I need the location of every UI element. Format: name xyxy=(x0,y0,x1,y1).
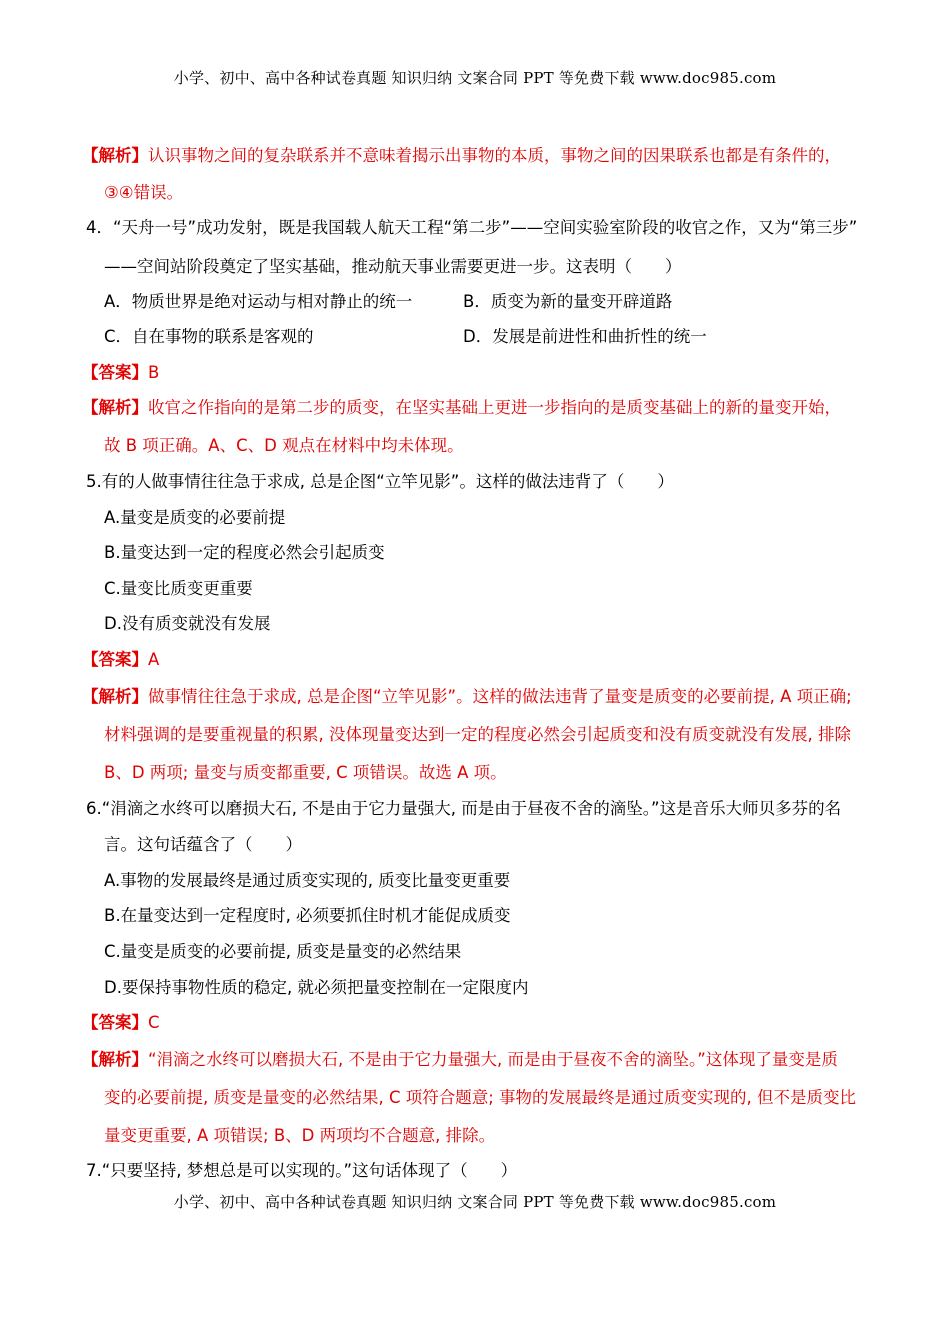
q5-option-c: C.量变比质变更重要 xyxy=(104,579,253,598)
q4-analysis-line-2: 故 B 项正确。A、C、D 观点在材料中均未体现。 xyxy=(104,436,464,455)
q5-analysis-line-1: 【解析】做事情往往急于求成, 总是企图“立竿见影”。这样的做法违背了量变是质变的必要前提, A 项正确; xyxy=(82,687,852,706)
answer-label: 【答案】 xyxy=(82,363,148,382)
q5-option-a: A.量变是质变的必要前提 xyxy=(104,508,286,527)
q4-option-c: C．自在事物的联系是客观的 xyxy=(104,327,314,346)
q6-analysis-line-1: 【解析】“涓滴之水终可以磨损大石, 不是由于它力量强大, 而是由于昼夜不舍的滴坠。”这体现了量变是质 xyxy=(82,1050,838,1069)
q4-option-d: D．发展是前进性和曲折性的统一 xyxy=(463,327,707,346)
q6-analysis-line-3: 量变更重要, A 项错误; B、D 两项均不合题意, 排除。 xyxy=(104,1126,496,1145)
q6-stem-line-1: 6.“涓滴之水终可以磨损大石, 不是由于它力量强大, 而是由于昼夜不舍的滴坠。”这是音乐大师贝多芬的名 xyxy=(86,799,842,818)
q4-answer-value: B xyxy=(148,363,160,382)
q7-stem: 7.“只要坚持, 梦想总是可以实现的。”这句话体现了（ ） xyxy=(86,1161,518,1180)
analysis-label: 【解析】 xyxy=(82,687,148,706)
q3-analysis-line-2: ③④错误。 xyxy=(104,183,184,202)
q5-answer xyxy=(82,650,159,670)
q5-option-b: B.量变达到一定的程度必然会引起质变 xyxy=(104,543,385,562)
q5-analysis-line-3: B、D 两项; 量变与质变都重要, C 项错误。故选 A 项。 xyxy=(104,763,507,782)
answer-label: 【答案】 xyxy=(82,1013,148,1032)
q4-analysis-line-1: 【解析】收官之作指向的是第二步的质变，在坚实基础上更进一步指向的是质变基础上的新的量变开始， xyxy=(82,398,841,417)
q6-answer xyxy=(82,1013,160,1033)
page-footer: 小学、初中、高中各种试卷真题 知识归纳 文案合同 PPT 等免费下载 www.doc985.com xyxy=(173,1193,777,1211)
q6-stem-line-2: 言。这句话蕴含了（ ） xyxy=(104,835,302,854)
q4-stem-line-1: 4．“天舟一号”成功发射，既是我国载人航天工程“第二步”——空间实验室阶段的收官之作，又为“第三步” xyxy=(86,218,858,237)
analysis-label: 【解析】 xyxy=(82,398,148,417)
q4-answer xyxy=(82,363,159,383)
q6-option-d: D.要保持事物性质的稳定, 就必须把量变控制在一定限度内 xyxy=(104,978,529,997)
q6-analysis-line-2: 变的必要前提, 质变是量变的必然结果, C 项符合题意; 事物的发展最终是通过质变实现的, 但不是质变比 xyxy=(104,1088,857,1107)
q6-option-a: A.事物的发展最终是通过质变实现的, 质变比量变更重要 xyxy=(104,871,511,890)
q4-option-b: B．质变为新的量变开辟道路 xyxy=(463,292,673,311)
q5-analysis-line-2: 材料强调的是要重视量的积累, 没体现量变达到一定的程度必然会引起质变和没有质变就没有发展, 排除 xyxy=(104,725,851,744)
q4-option-a: A．物质世界是绝对运动与相对静止的统一 xyxy=(104,292,413,311)
q6-option-b: B.在量变达到一定程度时, 必须要抓住时机才能促成质变 xyxy=(104,906,511,925)
q4-stem-line-2: ——空间站阶段奠定了坚实基础，推动航天事业需要更进一步。这表明（ ） xyxy=(104,257,682,276)
q5-stem: 5.有的人做事情往往急于求成, 总是企图“立竿见影”。这样的做法违背了（ ） xyxy=(86,472,674,491)
answer-label: 【答案】 xyxy=(82,650,148,669)
q6-option-c: C.量变是质变的必要前提, 质变是量变的必然结果 xyxy=(104,942,462,961)
q6-answer-value: C xyxy=(148,1013,160,1032)
q5-answer-value: A xyxy=(148,650,160,669)
page-header: 小学、初中、高中各种试卷真题 知识归纳 文案合同 PPT 等免费下载 www.doc985.com xyxy=(173,69,777,87)
q3-analysis-line-1: 【解析】认识事物之间的复杂联系并不意味着揭示出事物的本质，事物之间的因果联系也都是有条件的， xyxy=(82,146,841,165)
q5-option-d: D.没有质变就没有发展 xyxy=(104,614,271,633)
analysis-label: 【解析】 xyxy=(82,146,148,165)
analysis-label: 【解析】 xyxy=(82,1050,148,1069)
